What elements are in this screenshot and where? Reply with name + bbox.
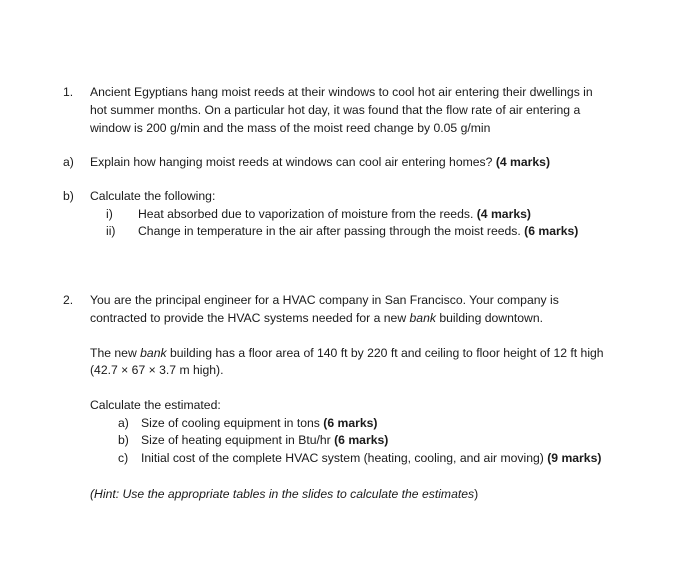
question-2c-label: c) <box>118 451 129 465</box>
question-1a-label: a) <box>63 155 74 169</box>
question-1-text-line-1: Ancient Egyptians hang moist reeds at their windows to cool hot air entering their dwellings in <box>90 85 593 99</box>
question-1b-text: Calculate the following: <box>90 189 216 203</box>
question-2a-marks: (6 marks) <box>323 416 378 430</box>
question-2-building-bank-word: bank <box>140 346 167 360</box>
question-2-hint <box>90 486 478 503</box>
question-2b-marks: (6 marks) <box>334 433 389 447</box>
question-1b-ii-marks: (6 marks) <box>524 224 579 238</box>
question-1b-i-prompt: Heat absorbed due to vaporization of moisture from the reeds. <box>138 207 474 221</box>
question-1-text-line-2: hot summer months. On a particular hot day, it was found that the flow rate of air entering a <box>90 103 581 117</box>
question-1b-i-text <box>138 206 531 223</box>
question-2-calc-intro: Calculate the estimated: <box>90 398 221 412</box>
question-1-number: 1. <box>63 85 74 99</box>
question-2b-text <box>141 432 388 449</box>
question-2c-prompt: Initial cost of the complete HVAC system (heating, cooling, and air moving) <box>141 451 544 465</box>
question-2b-label: b) <box>118 433 129 447</box>
question-2-text-line-2-end: building downtown. <box>435 311 544 325</box>
question-2a-label: a) <box>118 416 129 430</box>
question-2c-text <box>141 450 601 467</box>
question-2-building-line-1-end: building has a floor area of 140 ft by 220 ft and ceiling to floor height of 12 ft high <box>166 346 604 360</box>
question-2a-text <box>141 415 377 432</box>
question-2c-marks: (9 marks) <box>547 451 602 465</box>
question-1b-label: b) <box>63 189 74 203</box>
question-2-text-line-1: You are the principal engineer for a HVAC company in San Francisco. Your company is <box>90 293 559 307</box>
question-2a-prompt: Size of cooling equipment in tons <box>141 416 320 430</box>
question-1b-ii-prompt: Change in temperature in the air after passing through the moist reeds. <box>138 224 521 238</box>
question-1b-i-label: i) <box>106 207 113 221</box>
question-2-hint-text: (Hint: Use the appropriate tables in the slides to calculate the estimates <box>90 487 475 501</box>
question-2-text-line-2-start: contracted to provide the HVAC systems needed for a new <box>90 311 410 325</box>
question-2-hint-close: ) <box>474 487 479 501</box>
question-2-number: 2. <box>63 293 74 307</box>
question-1-text-line-3: window is 200 g/min and the mass of the moist reed change by 0.05 g/min <box>90 121 491 135</box>
question-1b-ii-label: ii) <box>106 224 116 238</box>
question-2-building-line-2: (42.7 × 67 × 3.7 m high). <box>90 363 224 377</box>
question-1a-text <box>90 154 550 171</box>
question-1a-prompt: Explain how hanging moist reeds at windows can cool air entering homes? <box>90 155 493 169</box>
question-2-bank-word: bank <box>409 311 436 325</box>
question-1b-i-marks: (4 marks) <box>476 207 531 221</box>
question-2-building-line-1-start: The new <box>90 346 141 360</box>
question-1b-ii-text <box>138 223 578 240</box>
question-2-text-line-2 <box>90 310 543 327</box>
question-2b-prompt: Size of heating equipment in Btu/hr <box>141 433 331 447</box>
question-1a-marks: (4 marks) <box>495 155 551 169</box>
question-2-building-line-1 <box>90 345 604 362</box>
